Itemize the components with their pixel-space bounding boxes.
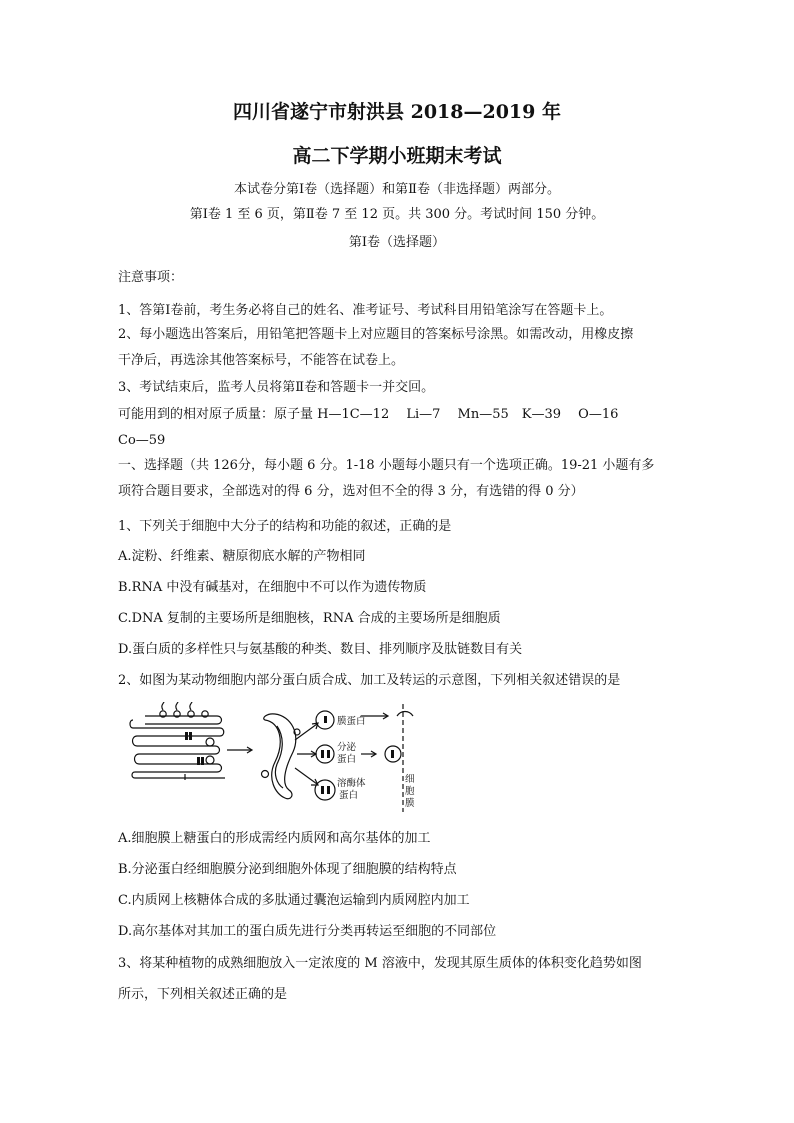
q1-option-d: D.蛋白质的多样性只与氨基酸的种类、数目、排列顺序及肽链数目有关 xyxy=(118,642,523,657)
er-membrane-inner xyxy=(145,716,222,724)
title-line-1: 四川省遂宁市射洪县 2018—2019 年 xyxy=(233,101,561,123)
q2-option-a: A.细胞膜上糖蛋白的形成需经内质网和高尔基体的加工 xyxy=(118,831,431,846)
q2-option-b: B.分泌蛋白经细胞膜分泌到细胞外体现了细胞膜的结构特点 xyxy=(118,862,457,877)
secretory-vesicle xyxy=(316,745,334,763)
protein-transport-diagram xyxy=(125,702,425,814)
section1-line-2: 项符合题目要求，全部选对的得 6 分，选对但不全的得 3 分，有选错的得 0 分） xyxy=(118,484,584,499)
q1-stem: 1、下列关于细胞中大分子的结构和功能的叙述，正确的是 xyxy=(118,519,452,534)
lysosome-vesicle xyxy=(315,780,335,800)
arrow-to-lysosome xyxy=(295,768,317,784)
label-secretory-2: 蛋白 xyxy=(337,754,357,765)
q1-option-a: A.淀粉、纤维素、糖原彻底水解的产物相同 xyxy=(118,549,366,564)
label-cell-membrane-1: 细 xyxy=(405,774,415,785)
q1-option-b: B.RNA 中没有碱基对，在细胞中不可以作为遗传物质 xyxy=(118,580,427,595)
notes-heading: 注意事项： xyxy=(118,270,184,285)
arrow-to-membrane-protein xyxy=(295,724,317,740)
label-membrane-protein: 膜蛋白 xyxy=(337,716,366,727)
intro-line-2: 第Ⅰ卷 1 至 6 页，第Ⅱ卷 7 至 12 页。共 300 分。考试时间 150 分钟。 xyxy=(189,207,605,222)
note-1: 1、答第Ⅰ卷前，考生务必将自己的姓名、准考证号、考试科目用铅笔涂写在答题卡上。 xyxy=(118,303,613,318)
q3-stem-b: 所示，下列相关叙述正确的是 xyxy=(118,987,288,1002)
atomic-mass-line-b: Co—59 xyxy=(118,433,166,448)
label-lysosome-1: 溶酶体 xyxy=(337,778,366,789)
q2-option-d: D.高尔基体对其加工的蛋白质先进行分类再转运至细胞的不同部位 xyxy=(118,924,497,939)
note-3: 3、考试结束后，监考人员将第Ⅱ卷和答题卡一并交回。 xyxy=(118,380,435,395)
er-membrane xyxy=(130,720,225,778)
label-lysosome-2: 蛋白 xyxy=(339,790,359,801)
q1-option-c: C.DNA 复制的主要场所是细胞核，RNA 合成的主要场所是细胞质 xyxy=(118,611,501,626)
title-line-2: 高二下学期小班期末考试 xyxy=(292,145,502,167)
q3-stem-a: 3、将某种植物的成熟细胞放入一定浓度的 M 溶液中，发现其原生质体的体积变化趋势如图 xyxy=(118,956,642,971)
label-cell-membrane-2: 胞 xyxy=(405,786,415,797)
section-heading: 第Ⅰ卷（选择题） xyxy=(348,235,446,250)
atomic-mass-line-a: 可能用到的相对原子质量：原子量 H—1C—12 Li—7 Mn—55 K—39 O—16 xyxy=(118,407,619,422)
section1-line-1: 一、选择题（共 126分，每小题 6 分。1-18 小题每小题只有一个选项正确。19-21 小题有多 xyxy=(118,458,655,473)
label-cell-membrane-3: 膜 xyxy=(405,798,415,809)
intro-line-1: 本试卷分第Ⅰ卷（选择题）和第Ⅱ卷（非选择题）两部分。 xyxy=(234,182,560,197)
q2-stem: 2、如图为某动物细胞内部分蛋白质合成、加工及转运的示意图，下列相关叙述错误的是 xyxy=(118,673,621,688)
q2-option-c: C.内质网上核糖体合成的多肽通过囊泡运输到内质网腔内加工 xyxy=(118,893,470,908)
note-2a: 2、每小题选出答案后，用铅笔把答题卡上对应题目的答案标号涂黑。如需改动，用橡皮擦 xyxy=(118,327,634,342)
note-2b: 干净后，再选涂其他答案标号，不能答在试卷上。 xyxy=(118,353,405,368)
label-secretory-1: 分泌 xyxy=(337,742,357,753)
